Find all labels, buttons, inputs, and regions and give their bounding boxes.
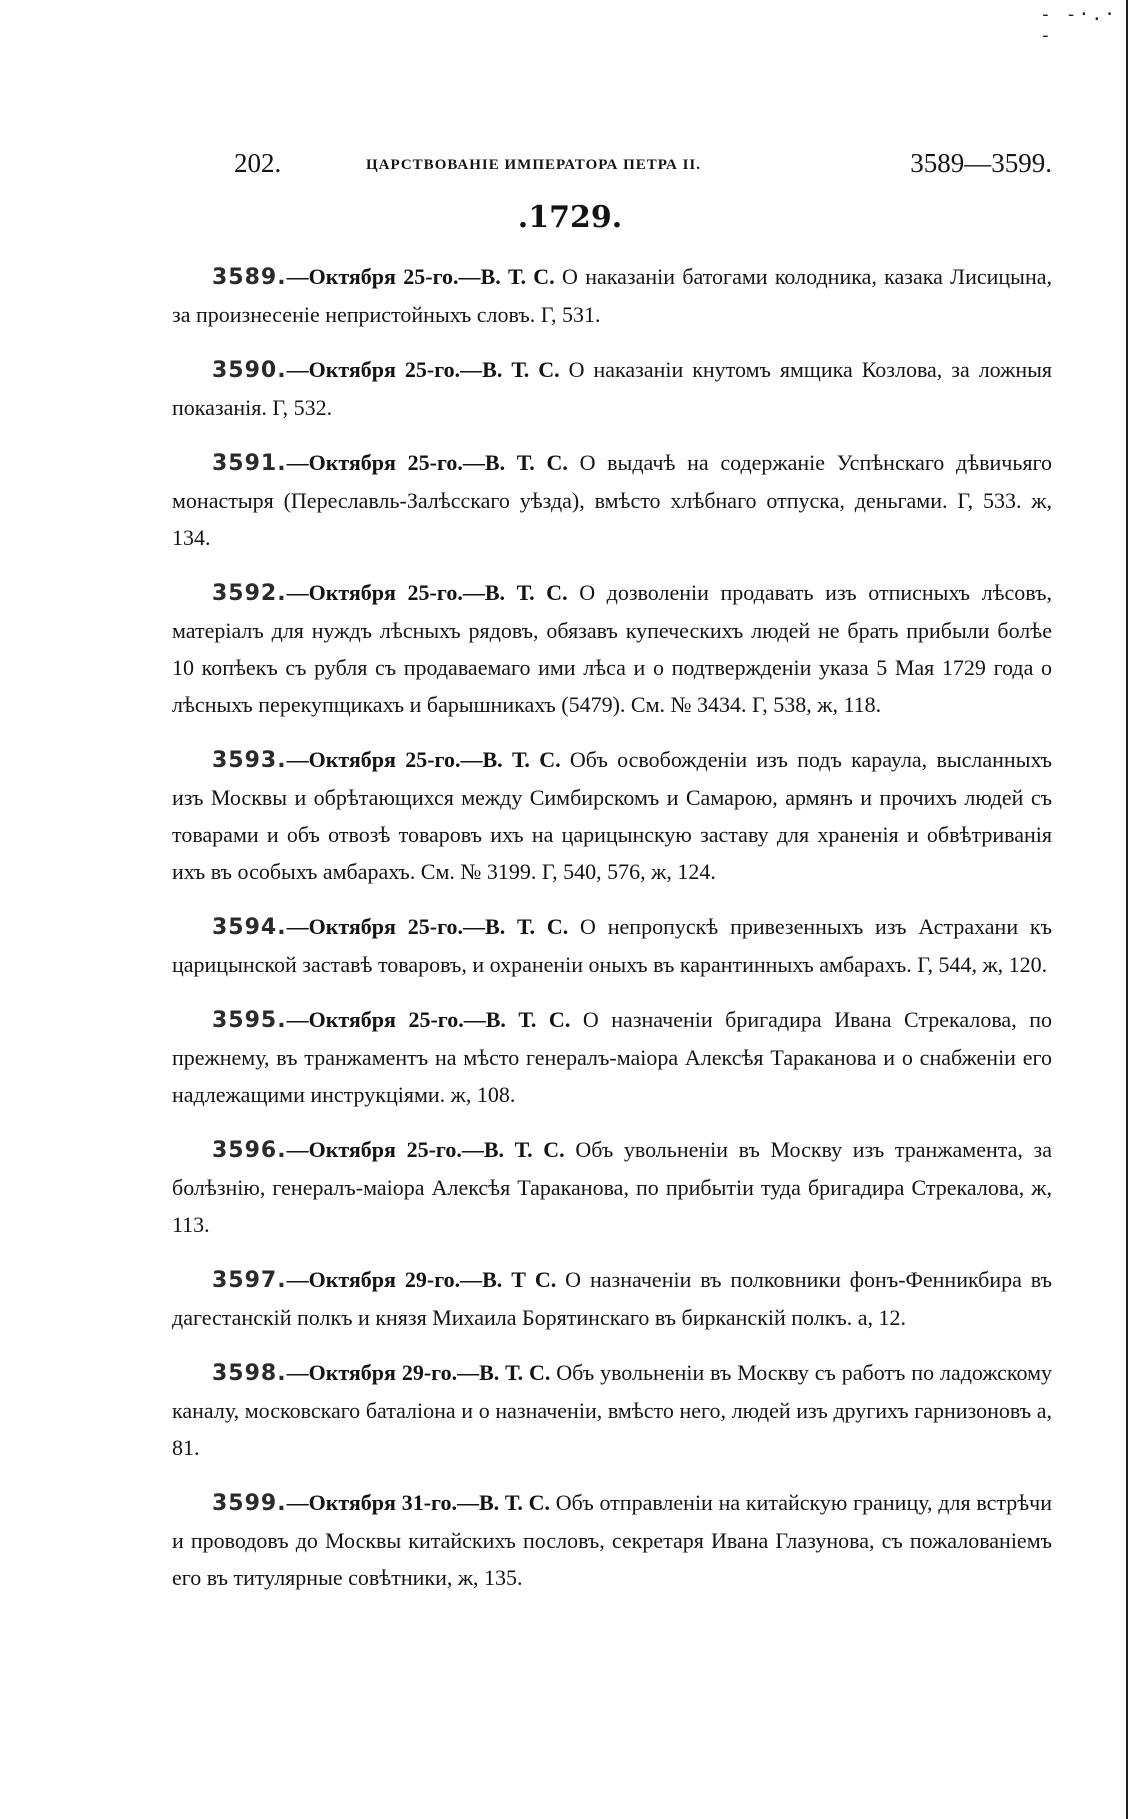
entry-3590	[172, 351, 1052, 426]
page-number: 202.	[234, 148, 282, 178]
entry-3597	[172, 1261, 1052, 1336]
entry-3589	[172, 258, 1052, 333]
entry-number-range: 3589—3599.	[910, 148, 1052, 178]
entry-text: О наказаніи кнутомъ ямщика Козлова, за ложныя показанія. Г, 532.	[172, 357, 1052, 420]
entry-date: —Октября 29-го.—В. Т. С.	[286, 1360, 551, 1385]
entry-number: 3594.	[212, 915, 287, 940]
entry-text: О наказаніи батогами колодника, казака Лисицына, за произнесеніе непристойныхъ словъ. Г, 531.	[172, 264, 1052, 327]
running-title: ЦАРСТВОВАНІЕ ИМПЕРАТОРА ПЕТРА II.	[366, 157, 701, 173]
entry-number: 3591.	[212, 451, 287, 476]
entry-3592	[172, 574, 1052, 723]
entry-number: 3590.	[212, 358, 287, 383]
entry-text: О назначеніи бригадира Ивана Стрекалова, по прежнему, въ транжаментъ на мѣсто генералъ-маіора Алексѣя Тараканова и о снабженіи его надлежащими инструкціями. ж, 108.	[172, 1007, 1052, 1107]
page-header	[222, 148, 1052, 188]
entry-number: 3596.	[212, 1138, 287, 1163]
entry-date: —Октября 25-го.—В. Т. С.	[286, 1137, 565, 1162]
entry-text: О назначеніи въ полковники фонъ-Фенникбира въ дагестанскій полкъ и князя Михаила Борятинскаго въ бирканскій полкъ. а, 12.	[172, 1267, 1052, 1330]
entry-date: —Октября 25-го.—В. Т. С.	[286, 1007, 571, 1032]
entry-text: Объ освобожденіи изъ подъ караула, высланныхъ изъ Москвы и обрѣтающихся между Симбирскомъ и Самарою, армянъ и прочихъ людей съ товарами и объ отвозѣ товаровъ ихъ на царицынскую заставу для храненія и обвѣтриванія ихъ въ особыхъ амбарахъ. См. № 3199. Г, 540, 576, ж, 124.	[172, 747, 1053, 884]
entry-number: 3599.	[212, 1491, 287, 1516]
entry-number: 3598.	[212, 1361, 287, 1386]
entry-date: —Октября 25-го.—В. Т. С.	[286, 914, 569, 939]
entry-text: О дозволеніи продавать изъ отписныхъ лѣсовъ, матеріалъ для нуждъ лѣсныхъ рядовъ, обязавъ купеческихъ людей не брать прибыли болѣе 10 копѣекъ съ рубля съ продаваемаго ими лѣса и о подтвержденіи указа 5 Мая 1729 года о лѣсныхъ перекупщикахъ и барышникахъ (5479). См. № 3434. Г, 538, ж, 118.	[172, 580, 1052, 717]
entry-number: 3595.	[212, 1008, 287, 1033]
entry-3596	[172, 1131, 1052, 1243]
entry-date: —Октября 25-го.—В. Т. С.	[286, 264, 555, 289]
entry-3593	[172, 741, 1052, 890]
entry-text: Объ увольненіи въ Москву съ работъ по ладожскому каналу, московскаго баталіона и о назначеніи, вмѣсто него, людей изъ другихъ гарнизоновъ а, 81.	[172, 1360, 1052, 1460]
entry-date: —Октября 29-го.—В. Т С.	[286, 1267, 557, 1292]
entry-text: О выдачѣ на содержаніе Успѣнскаго дѣвичьяго монастыря (Переславль-Залѣсскаго уѣзда), вмѣсто хлѣбнаго отпуска, деньгами. Г, 533. ж, 134.	[172, 450, 1052, 550]
entry-text: Объ увольненіи въ Москву изъ транжамента, за болѣзнію, генералъ-маіора Алексѣя Тараканова, по прибытіи туда бригадира Стрекалова, ж, 113.	[172, 1137, 1052, 1237]
entry-date: —Октября 25-го.—В. Т. С.	[286, 357, 560, 382]
entry-number: 3592.	[212, 581, 287, 606]
entry-date: —Октября 25-го.—В. Т. С.	[286, 747, 561, 772]
entry-date: —Октября 31-го.—В. Т. С.	[286, 1490, 551, 1515]
entry-3595	[172, 1001, 1052, 1113]
entry-number: 3593.	[212, 748, 287, 773]
entry-3598	[172, 1354, 1052, 1466]
entry-date: —Октября 25-го.—В. Т. С.	[286, 580, 568, 605]
year-heading: .1729.	[517, 200, 623, 235]
entry-date: —Октября 25-го.—В. Т. С.	[286, 450, 568, 475]
entry-text: О непропускѣ привезенныхъ изъ Астрахани къ царицынской заставѣ товаровъ, и охраненіи оныхъ въ карантинныхъ амбарахъ. Г, 544, ж, 120.	[172, 914, 1052, 977]
scan-speck: - -·.· -	[1040, 4, 1118, 46]
entry-3599	[172, 1484, 1052, 1596]
entry-number: 3597.	[212, 1268, 287, 1293]
entries-list	[172, 258, 1052, 1596]
page-edge-line	[1126, 0, 1128, 1819]
entry-number: 3589.	[212, 265, 287, 290]
entry-text: Объ отправленіи на китайскую границу, для встрѣчи и проводовъ до Москвы китайскихъ пословъ, секретаря Ивана Глазунова, съ пожалованіемъ его въ титулярные совѣтники, ж, 135.	[172, 1490, 1053, 1590]
entry-3591	[172, 444, 1052, 556]
entry-3594	[172, 908, 1052, 983]
